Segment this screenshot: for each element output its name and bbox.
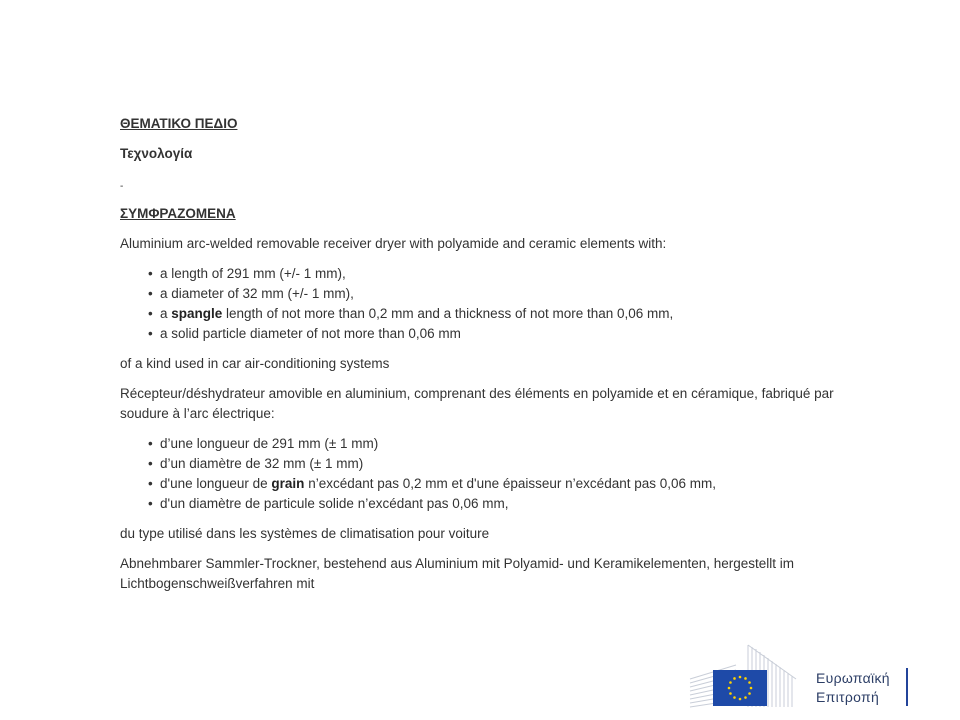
eu-flag-icon bbox=[713, 670, 767, 706]
document-body bbox=[120, 114, 840, 604]
logo-wordmark bbox=[816, 669, 890, 707]
en-outro: of a kind used in car air-conditioning systems bbox=[120, 356, 390, 371]
eu-star bbox=[728, 687, 731, 690]
eu-star bbox=[744, 677, 747, 680]
fr-bullet-list bbox=[120, 434, 840, 514]
list-item: • d’un diamètre de 32 mm (± 1 mm) bbox=[148, 454, 840, 474]
eu-star bbox=[739, 676, 742, 679]
section-heading-field: ΘΕΜΑΤΙΚΟ ΠΕΔΙΟ bbox=[120, 116, 238, 131]
eu-star bbox=[748, 692, 751, 695]
term-spangle: spangle bbox=[171, 306, 223, 321]
eu-star bbox=[729, 692, 732, 695]
eu-star bbox=[739, 698, 742, 701]
list-item: • a solid particle diameter of not more than 0,06 mm bbox=[148, 324, 840, 344]
logo-line-2: Επιτροπή bbox=[816, 689, 880, 705]
term-grain: grain bbox=[271, 476, 305, 491]
logo-line-1: Ευρωπαϊκή bbox=[816, 670, 890, 686]
list-item: • d’une longueur de 291 mm (± 1 mm) bbox=[148, 434, 840, 454]
field-value: Τεχνολογία bbox=[120, 146, 193, 161]
dash-marker: - bbox=[120, 181, 124, 192]
de-intro: Abnehmbarer Sammler-Trockner, bestehend aus Aluminium mit Polyamid- und Keramikelementen, hergestellt im Lichtbogenschweißverfahren mit bbox=[120, 556, 795, 591]
en-intro: Aluminium arc-welded removable receiver dryer with polyamide and ceramic elements with: bbox=[120, 236, 667, 251]
eu-star bbox=[744, 696, 747, 699]
list-item: • d'une longueur de grain n’excédant pas 0,2 mm et d'une épaisseur n’excédant pas 0,06 mm, bbox=[148, 474, 840, 494]
fr-intro: Récepteur/déshydrateur amovible en aluminium, comprenant des éléments en polyamide et en céramique, fabriqué par soudure à l’arc électrique: bbox=[120, 386, 834, 421]
eu-star bbox=[733, 696, 736, 699]
logo-divider bbox=[906, 668, 908, 706]
eu-star bbox=[729, 681, 732, 684]
list-item: • a diameter of 32 mm (+/- 1 mm), bbox=[148, 284, 840, 304]
eu-star bbox=[748, 681, 751, 684]
eu-star bbox=[750, 687, 753, 690]
eu-star bbox=[733, 677, 736, 680]
section-heading-context: ΣΥΜΦΡΑΖΟΜΕΝΑ bbox=[120, 206, 236, 221]
european-commission-logo bbox=[688, 643, 918, 709]
fr-outro: du type utilisé dans les systèmes de climatisation pour voiture bbox=[120, 526, 490, 541]
list-item: • a spangle length of not more than 0,2 mm and a thickness of not more than 0,06 mm, bbox=[148, 304, 840, 324]
list-item: • a length of 291 mm (+/- 1 mm), bbox=[148, 264, 840, 284]
en-bullet-list bbox=[120, 264, 840, 344]
list-item: • d'un diamètre de particule solide n’excédant pas 0,06 mm, bbox=[148, 494, 840, 514]
